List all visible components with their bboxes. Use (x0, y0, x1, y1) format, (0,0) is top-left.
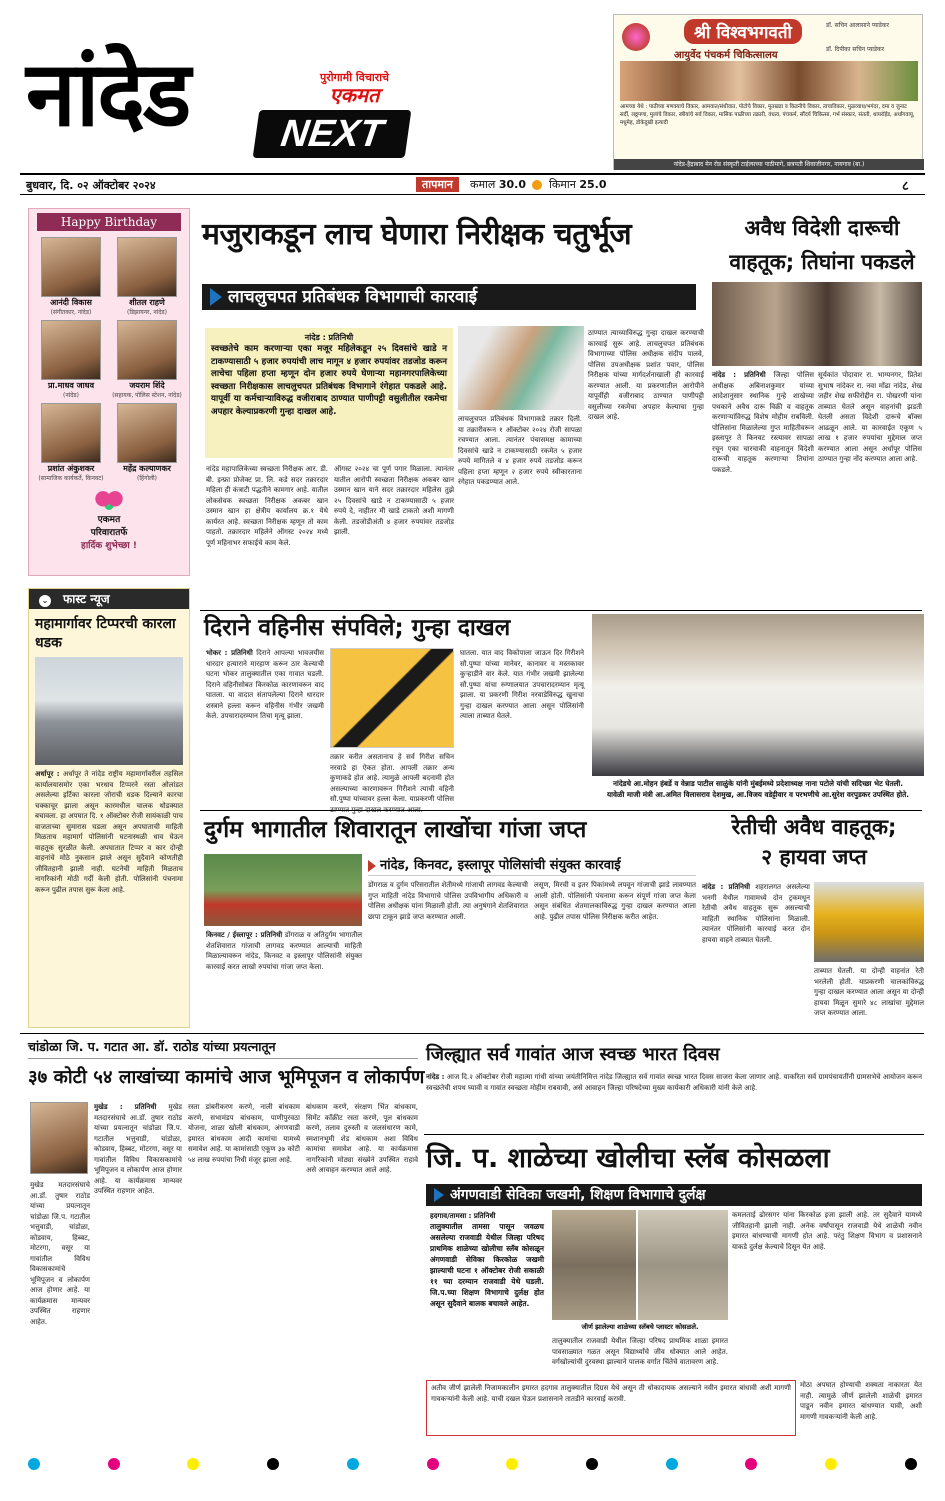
ad-body: आमच्या येथे : पाठीच्या मणक्याचे विकार, आमवात/संधीवात, पोटोचे विकार, मुतखडा व किडनीचे विकार, त्वचाविकार, मुळव्याध/भगंदर, दमा व जुनाट सर्दी, लठ्ठपणा, मुलांचे विकार, स्त्रीयांचे सर्व विकार, मासिक पाळीच्या तक्रारी, वंधत्व, पंचकर्म, सौंदर्य चिकित्सा, गर्भ संस्कार, संतती, थायरॉईड, अर्धांगवायू, मधुमेह, डोकेदुखी इत्यादी (620, 104, 915, 126)
chandola-col-1b (30, 1180, 90, 1436)
swachh-headline: जिल्ह्यात सर्व गावांत आज स्वच्छ भारत दिवस (426, 1044, 720, 1065)
birthday-person-name: आनंदी विकास (50, 298, 92, 307)
max-value: 30.0 (498, 178, 526, 191)
registration-mark-icon (28, 1458, 40, 1470)
liquor-col-1 (712, 370, 814, 606)
ganja-text-1: डोंगराळ व अतिदुर्गम भागातील शेतशिवारात गांजाची लागवड करण्यात आल्याची माहिती मिळाल्यावरून नांदेड, किनवट व इस्लापूर पोलिसांनी संयुक्त कारवाई करत लाखो रुपयांचा गांजा जप्त केला. (206, 931, 362, 971)
birthday-grid (29, 235, 189, 484)
assault-text-3: घातला. यात वाद विकोपाला जाऊन दिर गिरीशने सौ.पुष्पा यांच्या मानेवर, कानावर व मस्तकावर कुऱ्हाडीने वार केले. यात गंभीर जखमी झालेल्या सौ.पुष्पा यांचा रुग्णालयात उपचारादरम्यान मृत्यू झाला. या प्रकरणी गिरीश नरवाडेविरुद्ध खुनाचा गुन्हा दाखल करण्यात आला असून पोलिसांनी त्याला ताब्यात घेतले. (460, 649, 584, 720)
arrow-icon (210, 288, 222, 306)
swachh-body: आज दि.२ ऑक्टोबर रोजी महात्मा गांधी यांच्या जयंतीनिमित्त नांदेड जिल्ह्यात सर्व गावांत स्वच्छ भारत दिवस साजरा केला जाणार आहे. याकरिता सर्व ग्रामपंचायतींनी ग्रामसभेचे आयोजन करून स्वच्छतेची शपथ घ्यावी व गावांत स्वच्छता मोहीम राबवावी, असे आवाहन जिल्हा परिषदेच्या मुख्य कार्यकारी अधिकारी यांनी केले आहे. (426, 1073, 922, 1092)
ganja-byline: किनवट / ईस्लापूर : प्रतिनिधी (206, 931, 283, 939)
birthday-person (35, 237, 107, 316)
ganja-col-2 (368, 880, 528, 1030)
chandola-text-1: मुखेड मतदारसंघाचे आ.डॉ. तुषार राठोड यांच्या प्रयत्नातून चांडोळा जि.प. गटातील भत्तुवाडी, चांडोळा, कोडवाय, हिब्बट, मोटरगा, वसूर या गावांतील विविध विकासकामांचे भूमिपूजन व लोकार्पण आज होणार आहे. या कार्यक्रमास मान्यवर उपस्थित राहणार आहेत. (94, 1103, 182, 1195)
ganja-sub-text: नांदेड, किनवट, इस्लापूर पोलिसांची संयुक्त कारवाई (380, 858, 621, 873)
liquor-col-2 (818, 370, 922, 606)
birthday-person-detail: (सामाजिक कार्यकर्ते, किनवट) (38, 475, 104, 482)
liquor-headline-1: अवैध विदेशी दारूची (744, 216, 900, 240)
registration-mark-icon (347, 1458, 359, 1470)
registration-mark-icon (905, 1458, 917, 1470)
registration-mark-icon (506, 1458, 518, 1470)
chandola-text-3: बांधकाम करणे, संरक्षण भिंत बांधकाम, सिमेंट काँक्रीट रस्ता करणे, पूल बांधकाम करणे, तलाव दुरुस्ती व जलसंधारण कामे, स्मशानभूमी शेड बांधकाम अशा विविध कामांचा समावेश आहे. या कार्यक्रमास नागरिकांनी मोठ्या संख्येने उपस्थित राहावे असे आवाहन करण्यात आले आहे. (306, 1103, 418, 1174)
lead-byline: नांदेड : प्रतिनिधी (304, 333, 354, 342)
ganja-col-3 (534, 880, 696, 1030)
avatar (117, 237, 177, 297)
slab-text-3: अतीव जीर्ण झालेली निजामकालीन इमारत हदगाव तालुक्यातील दिग्रस येथे असून ती धोकादायक असल्याने नवीन इमारत बांधावी अशी मागणी गावकऱ्यांनी केली आहे. याची दखल घेऊन प्रशासनाने तातडीने कारवाई करावी. (431, 1384, 791, 1403)
assault-col-2 (330, 752, 454, 806)
birthday-person (111, 320, 183, 399)
avatar (117, 320, 177, 380)
chevron-down-icon: ⌄ (39, 595, 51, 607)
rule-2 (200, 810, 922, 811)
ganja-text-3: लसूण, मिरची व इतर पिकांमध्ये लपवून गांजाची झाडे लावण्यात आली होती. पोलिसांनी पंचनामा करून संपूर्ण गांजा जप्त केला असून संबंधित शेतमालकाविरुद्ध गुन्हा दाखल करण्यात आला आहे. पुढील तपास पोलिस निरीक्षक करीत आहेत. (534, 881, 696, 921)
tagline-block (320, 70, 389, 105)
birthday-person-name: प्रशांत अंकुशकर (47, 464, 95, 473)
photo-caption-line-2: यावेळी माजी मंत्री आ.अमित विलासराव देशमुख, आ.विजय वडेट्टीवार व परभणीचे आ.सुरेश वरपुडकर उपस्थित होते. (606, 790, 909, 799)
birthday-person-name: महेंद्र कल्याणकर (123, 464, 171, 473)
assault-byline: भोकर : प्रतिनिधी (206, 649, 253, 657)
lead-subheadline (202, 284, 696, 310)
ganja-text-2: डोंगराळ व दुर्गम परिसरातील शेतीमध्ये गांजाची लागवड केल्याची गुप्त माहिती नांदेड विभागाचे पोलिस उपविभागीय अधिकारी व पोलिस अधीक्षक यांना मिळाली होती. त्या अनुषंगाने शेतशिवारात छापा टाकून झाडे जप्त करण्यात आली. (368, 881, 528, 921)
slab-col-4 (800, 1380, 922, 1436)
registration-mark-icon (267, 1458, 279, 1470)
slab-col-2 (732, 1210, 922, 1378)
photo-caption-line-1: नांदेडचे आ.मोहन हंबर्डे व वेन्नाड पाटील साळुंके यांनी मुंबईमध्ये प्रदेशाध्यक्ष नाना पटोले यांची सदिच्छा भेट घेतली. (612, 779, 904, 788)
sand-byline: नांदेड : प्रतिनिधी (702, 883, 751, 891)
avatar (117, 403, 177, 463)
collapsed-ceiling-photo (552, 1210, 636, 1320)
liquor-byline: नांदेड : प्रतिनिधी (712, 371, 766, 379)
avatar (41, 403, 101, 463)
sand-headline-1: रेतीची अवैध वाहतूक; (731, 815, 897, 839)
temp-values (470, 177, 606, 192)
lead-sub-text: लाचलुचपत प्रतिबंधक विभागाची कारवाई (228, 287, 478, 307)
birthday-footer-3: हार्दिक शुभेच्छा ! (81, 541, 137, 551)
swachh-text (426, 1072, 922, 1130)
slab-byline: हदगाव/तामसा : प्रतिनिधी (430, 1212, 496, 1220)
liquor-text-1: जिल्हा पोलिस अधीक्षक अबिनाशकुमार यांच्या आदेशानुसार स्थानिक गुन्हे शाखेच्या पथकाने अवैध दारू विक्री व वाहतूक करणाऱ्यांविरुद्ध विशेष मोहीम राबविली. पोलिसांना मिळालेल्या गुप्त माहितीवरून इस्लापूर ते किनवट रस्त्यावर सापळा रचून एका चारचाकी वाहनातून विदेशी दारूची वाहतूक करणाऱ्या तिघांना पकडले. (712, 371, 814, 474)
flower-icon (94, 490, 124, 512)
page-number: ८ (902, 179, 909, 194)
slab-col-1 (552, 1336, 728, 1376)
arrow-icon (368, 860, 376, 872)
sand-text-1: शहरालगत असलेल्या भनगी येथील गावामध्ये दोन ट्रकमधून रेतीची अवैध वाहतूक सुरू असल्याची माहिती स्थानिक पोलिसांना मिळाली. त्यानंतर पोलिसांनी कारवाई करत दोन हायवा वाहने ताब्यात घेतली. (702, 883, 810, 944)
registration-mark-icon (427, 1458, 439, 1470)
tagline-big: एकमत (329, 83, 380, 107)
ganja-col-1 (206, 930, 362, 1030)
fast-news-box (28, 588, 190, 1028)
lead-text-4: ठाण्यात त्याच्याविरुद्ध गुन्हा दाखल करण्याची कारवाई सुरू आहे. लाचलुचपत प्रतिबंधक विभागाच्या पोलिस अधीक्षक संदीप पालवे, पोलिस उपअधीक्षक प्रशांत पवार, पोलिस निरीक्षक यांच्या मार्गदर्शनाखाली ही कारवाई करण्यात आली. या प्रकरणातील आरोपीने यापूर्वीही वजीराबाद ठाण्यात पाणीपट्टी वसुलीच्या रकमेचा अपहार केल्याचा गुन्हा दाखल आहे. (588, 329, 704, 421)
birthday-person-detail: (हिंगोली) (137, 475, 157, 482)
liquor-seizure-photo (712, 282, 922, 366)
slab-headline: जि. प. शाळेच्या खोलीचा स्लॅब कोसळला (426, 1143, 830, 1174)
rule-1 (200, 610, 922, 611)
ganja-subheadline (368, 856, 696, 876)
rule-3 (20, 1033, 924, 1034)
lead-col-1 (206, 464, 328, 604)
liquor-text-2: सूर्यकांत पोदावार रा. भाग्यनगर, प्रितेश सुभाष नांदेकर रा. नवा मोंढा नांदेड, शेख जहीर शेख सफीरोद्दीन रा. पोखरणी यांना ताब्यात घेतले असून वाहनांची झडती घेतली असता विदेशी दारूचे बॉक्स आढळून आले. या कारवाईत एकूण ५ लाख १ हजार रुपयांचा मुद्देमाल जप्त करण्यात आला असून अर्धापूर पोलिस ठाण्यात गुन्हा नोंद करण्यात आला आहे. (818, 371, 922, 463)
lead-intro: स्वच्छतेचे काम करणाऱ्या एका मजूर महिलेकडून २५ दिवसांचे खाडे न टाकण्यासाठी ५ हजार रुपयांची लाच मागून ४ हजार रुपयांवर तडजोड करून लाचेचा पहिला हप्ता म्हणून दोन हजार रुपये घेणाऱ्या महानगरपालिकेच्या स्वच्छता निरीक्षकास लाचलुचपत प्रतिबंधक विभागाने रंगेहात पकडले आहे. यापूर्वी या कर्मचाऱ्याविरुद्ध वजीराबाद ठाण्यात पाणीपट्टी वसुलीतील रकमेचा अपहार केल्याप्रकरणी गुन्हा दाखल आहे. (211, 344, 447, 417)
masthead (20, 14, 610, 164)
chandola-text-1b: मुखेड मतदारसंघाचे आ.डॉ. तुषार राठोड यांच्या प्रयत्नातून चांडोळा जि.प. गटातील भत्तुवाडी, चांडोळा, कोडवाय, हिब्बट, मोटरगा, वसूर या गावांतील विविध विकासकामांचे भूमिपूजन व लोकार्पण आज होणार आहे. या कार्यक्रमास मान्यवर उपस्थित राहणार आहेत. (30, 1181, 90, 1326)
lead-text-2: ऑगस्ट २०२४ चा पूर्ण पगार मिळाला. त्यानंतर यातील आरोपी स्वच्छता निरीक्षक अकबर खान उस्मान खान याने सदर तक्रारदार महिलेस तुझे २५ दिवसांचे खाडे न टाकण्यासाठी ५ हजार रुपये दे, नाहीतर मी खाडे टाकतो अशी मागणी केली. तडजोडीअंती ४ हजार रुपयांवर तडजोड झाली. (334, 465, 454, 536)
registration-mark-icon (825, 1458, 837, 1470)
slab-sub-text: अंगणवाडी सेविका जखमी, शिक्षण विभागाचे दुर्लक्ष (450, 1187, 706, 1203)
lead-text-1: नांदेड महापालिकेच्या स्वच्छता निरीक्षक आर. डी. बी. इन्फ्रा प्रोजेक्ट प्रा. लि. कडे सदर तक्रारदार महिला ही कंत्राटी पद्धतीने कामगार आहे. यातील लोकसेवक स्वच्छता निरीक्षक अकबर खान उस्मान खान हा क्षेत्रीय कार्यालय क्र.१ येथे कार्यरत आहे. स्वच्छता निरीक्षक म्हणून तो काम पाहतो. तक्रारदार महिलेने ऑगस्ट २०२४ मध्ये पूर्ण महिनाभर सफाईचे काम केले. (206, 465, 328, 547)
assault-col-1 (206, 648, 324, 804)
sun-icon (532, 180, 542, 190)
birthday-person (35, 403, 107, 482)
ganja-field-photo (204, 854, 362, 926)
ad-doctor-1: डॉ. सचिन आलासाने प्याडेकर (826, 22, 889, 29)
chandola-text-2: रस्ता डांबरीकरण करणे, नाली बांधकाम करणे, सभामंडप बांधकाम, पाणीपुरवठा योजना, शाळा खोली बांधकाम, अंगणवाडी इमारत बांधकाम आदी कामांचा यामध्ये समावेश आहे. या कामांसाठी एकूण ३७ कोटी ५४ लाख रुपयांचा निधी मंजूर झाला आहे. (188, 1103, 300, 1164)
registration-mark-icon (108, 1458, 120, 1470)
next-logo: NEXT (253, 110, 412, 158)
ad-address: नांदेड-हैद्राबाद मेन रोड संस्कृती टाईल्सच्या पाठीमागे, छत्रपती शिवाजीनगर, नायगाव (बा.) (614, 159, 924, 170)
ad-heading: श्री विश्वभगवती (684, 19, 802, 44)
knife-illustration (330, 648, 454, 748)
ayurveda-ad[interactable] (613, 14, 923, 170)
sand-text-2: ताब्यात घेतली. या दोन्ही वाहनांत रेती भरलेली होती. याप्रकरणी चालकांविरुद्ध गुन्हा दाखल करण्यात आला असून या दोन्ही हायवा मिळून सुमारे ४८ लाखांचा मुद्देमाल जप्त करण्यात आला. (814, 967, 924, 1017)
lead-col-2 (334, 464, 454, 604)
birthday-box (28, 208, 190, 576)
min-value: 25.0 (579, 178, 607, 191)
fast-news-photo (35, 657, 183, 765)
ad-subheading: आयुर्वेद पंचकर्म चिकित्सालय (674, 50, 778, 61)
lead-col-4 (588, 328, 704, 606)
min-label: किमान (548, 178, 576, 191)
liquor-headline-2: वाहतूक; तिघांना पकडले (729, 250, 915, 274)
slab-photo-caption: जीर्ण झालेल्या शाळेच्या स्लॅबचे प्लास्टर कोसळले. (581, 1323, 699, 1331)
birthday-footer-1: एकमत (97, 515, 121, 525)
masthead-title: नांदेड (26, 41, 190, 147)
assault-text-1: दिराने आपल्या भावजयीस धारदार हत्याराने मारहाण करून ठार केल्याची घटना भोकर तालुक्यातील एका गावात घडली. दिराने वहिनीसोबत किरकोळ कारणावरून वाद घातला. या वादात संतापलेल्या दिराने धारदार शस्त्राने हल्ला करून वहिनीस गंभीर जखमी केले. उपचारादरम्यान तिचा मृत्यू झाला. (206, 649, 325, 720)
meeting-group-photo (592, 614, 924, 776)
registration-mark-icon (187, 1458, 199, 1470)
lead-headline: मजुराकडून लाच घेणारा निरीक्षक चतुर्भूज (202, 217, 632, 252)
sand-truck-photo (814, 882, 924, 962)
chandola-byline: मुखेड : प्रतिनिधी (94, 1103, 157, 1111)
birthday-person (111, 237, 183, 316)
lead-col-3 (458, 414, 582, 606)
birthday-person-name: जयराम शिंदे (129, 381, 165, 390)
fast-news-headline: महामार्गावर टिप्परची कारला धडक (35, 616, 176, 651)
lead-text-3: लाचलुचपत प्रतिबंधक विभागाकडे तक्रार दिली. या तक्रारीवरून १ ऑक्टोबर २०२४ रोजी सापळा रचण्यात आला. त्यानंतर पंचासमक्ष कामाच्या दिवसांचे खाडे न टाकण्यासाठी रकमेत ५ हजार रुपये मागितले व ४ हजार रुपये तडजोड करून पहिला हप्ता म्हणून २ हजार रुपये स्वीकारताना रंगेहात पकडण्यात आले. (458, 415, 582, 486)
chandola-kicker: चांडोळा जि. प. गटात आ. डॉ. राठोड यांच्या प्रयत्नातून (28, 1036, 418, 1059)
birthday-person-detail: (डिझायनर, नांदेड) (127, 309, 167, 316)
birthday-title: Happy Birthday (37, 213, 181, 231)
birthday-person-name: प्रा.माधव जाधव (47, 381, 95, 390)
swachh-byline: नांदेड : (426, 1073, 445, 1081)
mla-portrait (30, 1102, 88, 1174)
birthday-person-detail: (संगीतकार, नांदेड) (50, 309, 92, 316)
bribe-cash-photo (458, 326, 584, 410)
sand-col-2 (814, 966, 924, 1030)
chandola-col-3 (306, 1102, 418, 1436)
ganja-headline: दुर्गम भागातील शिवारातून लाखोंचा गांजा जप्त (204, 817, 587, 843)
ad-logo-icon (622, 23, 650, 51)
fast-news-label: फास्ट न्यूज (63, 592, 110, 606)
chandola-col-2 (188, 1102, 300, 1436)
lead-intro-box (205, 328, 453, 458)
slab-intro-box (426, 1210, 548, 1366)
birthday-footer-2: परिवारातर्फे (90, 528, 128, 538)
sand-headline-2: २ हायवा जप्त (761, 845, 867, 869)
ad-doctor-2: डॉ. दिपीका सचिन प्याडेकर (826, 46, 885, 53)
dateline-date: बुधवार, दि. ०२ ऑक्टोबर २०२४ (26, 179, 156, 192)
fast-news-bar (29, 589, 189, 609)
slab-subheadline (426, 1184, 922, 1206)
temp-label: तापमान (416, 177, 459, 192)
registration-mark-icon (586, 1458, 598, 1470)
photo-caption (592, 778, 924, 800)
sand-col-1 (702, 882, 810, 1030)
fast-news-body: अर्धापूर ते नांदेड राष्ट्रीय महामार्गावरील तहसिल कार्यालयासमोर एका भरधाव टिप्परने रस्ता ओलांडत असलेल्या इर्टिका कारला जोराची धडक दिल्याने कारचा चक्काचूर झाला असून कारमधील चालक थोडक्यात बचावला. हा अपघात दि. १ ऑक्टोबर रोजी सायंकाळी पाच वाजताच्या सुमारास घडला असून अपघाताची माहिती मिळताच महामार्ग पोलिसांनी घटनास्थळी धाव घेऊन वाहतूक सुरळीत केली. अपघातात टिप्पर व कार दोन्ही वाहनांचे मोठे नुकसान झाले असून सुदैवाने कोणतीही जीवितहानी झाली नाही. घटनेची माहिती मिळताच नागरिकांनी मोठी गर्दी केली होती. पोलिसांनी पंचनामा करून पुढील तपास सुरू केला आहे. (35, 770, 183, 894)
fast-news-text (29, 765, 189, 1027)
birthday-person-detail: (नांदेड) (63, 392, 79, 399)
ad-treatment-photos (620, 61, 918, 101)
avatar (41, 320, 101, 380)
rule-4 (424, 1134, 924, 1135)
birthday-person (111, 403, 183, 482)
color-registration-bar (20, 1450, 925, 1478)
registration-mark-icon (666, 1458, 678, 1470)
slab-text-1: तालुक्यातील राजवाडी येथील जिल्हा परिषद प्राथमिक शाळा इमारत पावसाळ्यात गळत असून विद्यार्थ्यांचे जीव धोक्यात आले आहेत. वर्गखोल्यांची दुरवस्था झाल्याने पालक वर्गात चिंतेचे वातावरण आहे. (552, 1337, 728, 1366)
assault-headline: दिराने वहिनीस संपविले; गुन्हा दाखल (204, 615, 511, 641)
registration-mark-icon (745, 1458, 757, 1470)
chandola-col-1a (94, 1102, 182, 1436)
max-label: कमाल (470, 178, 496, 191)
assault-col-3 (460, 648, 584, 806)
chandola-headline: ३७ कोटी ५४ लाखांच्या कामांचे आज भूमिपूजन व लोकार्पण (28, 1067, 425, 1088)
birthday-person-name: शीतल राहणे (129, 298, 165, 307)
arrow-icon (434, 1188, 444, 1202)
birthday-person (35, 320, 107, 399)
fast-news-dateline: अर्धापूर : (35, 770, 60, 778)
slab-intro: तालुक्यातील तामसा पासून जवळच असलेल्या राजवाडी येथील जिल्हा परिषद प्राथमिक शाळेच्या खोलीचा स्लॅब कोसळून अंगणवाडी सेविका किरकोळ जखमी झाल्याची घटना १ ऑक्टोबर रोजी सकाळी ११ च्या दरम्यान राजवाडी येथे घडली. जि.प.च्या शिक्षण विभागाचे दुर्लक्ष होत असून सुदैवाने बालक बचावले आहेत. (430, 1222, 544, 1308)
slab-text-4: मोठा अपघात होण्याची शक्यता नाकारता येत नाही. त्यामुळे जीर्ण झालेली शाळेची इमारत पाडून नवीन इमारत बांधण्यात यावी, अशी मागणी गावकऱ्यांनी केली आहे. (800, 1381, 922, 1421)
top-rule (20, 173, 925, 175)
assault-text-2: तक्रार करीत असतानाच हे सर्व गिरीश सचिन नरवाडे हा ऐकत होता. आपली तक्रार अन्य कुणाकडे होत आहे. त्यामुळे आपली बदनामी होत असल्याच्या कारणावरून गिरीशने त्याची वहिनी सौ.पुष्पा यांच्यावर हल्ला केला. याप्रकरणी पोलिस (330, 753, 454, 803)
slab-box-3 (426, 1380, 796, 1436)
slab-text-2: कमलताई ढोरसगर यांना किरकोळ इजा झाली आहे. तर सुदैवाने यामध्ये जीवितहानी झाली नाही. अनेक वर्षांपासून राजवाडी येथे शाळेची नवीन इमारत बांधण्याची मागणी होत आहे. परंतु शिक्षण विभाग व प्रशासनाने याकडे दुर्लक्ष केल्याचे दिसून येत आहे. (732, 1211, 922, 1251)
birthday-person-detail: (सहायक, पोलिस स्टेशन, नांदेड) (112, 392, 182, 399)
date-rule (20, 194, 925, 195)
classroom-photo (638, 1210, 728, 1320)
avatar (41, 237, 101, 297)
tagline-small: पुरोगामी विचाराचे (320, 71, 390, 84)
